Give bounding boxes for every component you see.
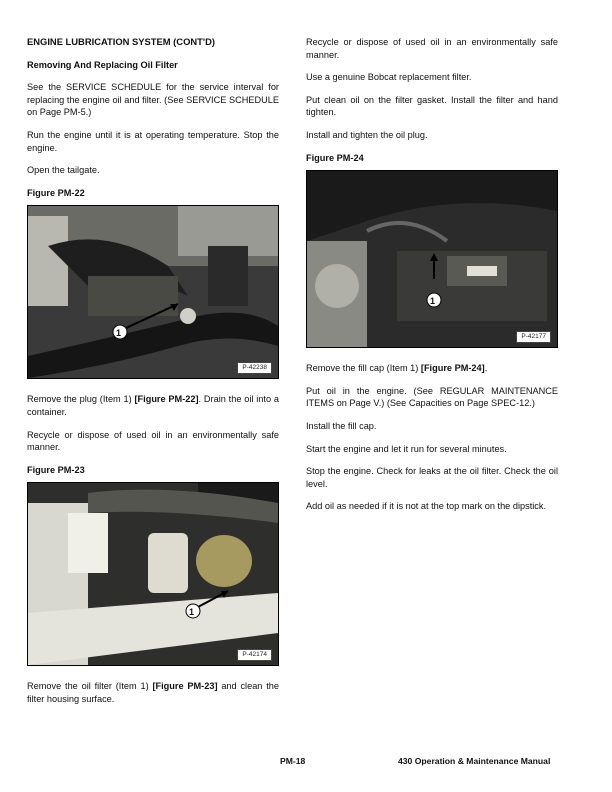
paragraph: Install the fill cap.: [306, 420, 377, 431]
paragraph: Recycle or dispose of used oil in an environmentally safe manner.: [27, 429, 279, 453]
paragraph: Remove the oil filter (Item 1) [Figure PM-23] and clean the filter housing surface.: [27, 681, 279, 704]
figure-label: Figure PM-22: [27, 187, 85, 198]
paragraph: Start the engine and let it run for several minutes.: [306, 443, 507, 454]
paragraph: Remove the plug (Item 1) [Figure PM-22]. Drain the oil into a container.: [27, 394, 279, 417]
paragraph: Recycle or dispose of used oil in an environmentally safe manner.: [306, 37, 558, 60]
paragraph: Install and tighten the oil plug.: [306, 129, 428, 140]
page-number: PM-18: [280, 756, 306, 766]
figure-pm-22: [27, 205, 279, 379]
callout-number: 1: [189, 607, 195, 618]
figure-reference: [Figure PM-24]: [420, 363, 485, 374]
paragraph: Add oil as needed if it is not at the top mark on the dipstick.: [306, 501, 547, 512]
paragraph: Put clean oil on the filter gasket. Install the filter and hand tighten.: [306, 94, 558, 118]
paragraph: Use a genuine Bobcat replacement filter.: [306, 72, 472, 83]
callout-number: 1: [430, 296, 436, 307]
figure-pm-23: [27, 482, 279, 666]
engine-photo-oil-filter: [28, 483, 278, 665]
section-title: ENGINE LUBRICATION SYSTEM (CONT'D): [27, 36, 215, 47]
figure-code: P-42174: [237, 649, 272, 661]
paragraph: Remove the fill cap (Item 1) [Figure PM-24].: [306, 363, 488, 374]
paragraph: Put oil in the engine. (See REGULAR MAINTENANCE ITEMS on Page V.) (See Capacities on Page SPEC-12.): [306, 385, 558, 409]
right-column: [306, 36, 558, 523]
figure-reference: [Figure PM-22]: [134, 394, 199, 405]
paragraph: Open the tailgate.: [27, 165, 100, 176]
paragraph: Run the engine until it is at operating temperature. Stop the engine.: [27, 129, 279, 153]
engine-photo-drain-plug: [28, 206, 278, 378]
figure-pm-24: [306, 170, 558, 348]
callout-number: 1: [116, 328, 122, 339]
paragraph: Stop the engine. Check for leaks at the oil filter. Check the oil level.: [306, 466, 558, 489]
paragraph: See the SERVICE SCHEDULE for the service interval for replacing the engine oil and filter. (See SERVICE SCHEDULE on Page PM-5.): [27, 82, 279, 118]
figure-label: Figure PM-23: [27, 464, 85, 475]
engine-photo-fill-cap: [307, 171, 557, 347]
left-column: [27, 36, 279, 716]
figure-code: P-42177: [516, 331, 551, 343]
section-subtitle: Removing And Replacing Oil Filter: [27, 59, 178, 70]
figure-label: Figure PM-24: [306, 152, 364, 163]
figure-code: P-42238: [237, 362, 272, 374]
manual-title: 430 Operation & Maintenance Manual: [398, 756, 551, 766]
figure-reference: [Figure PM-23]: [152, 681, 218, 692]
